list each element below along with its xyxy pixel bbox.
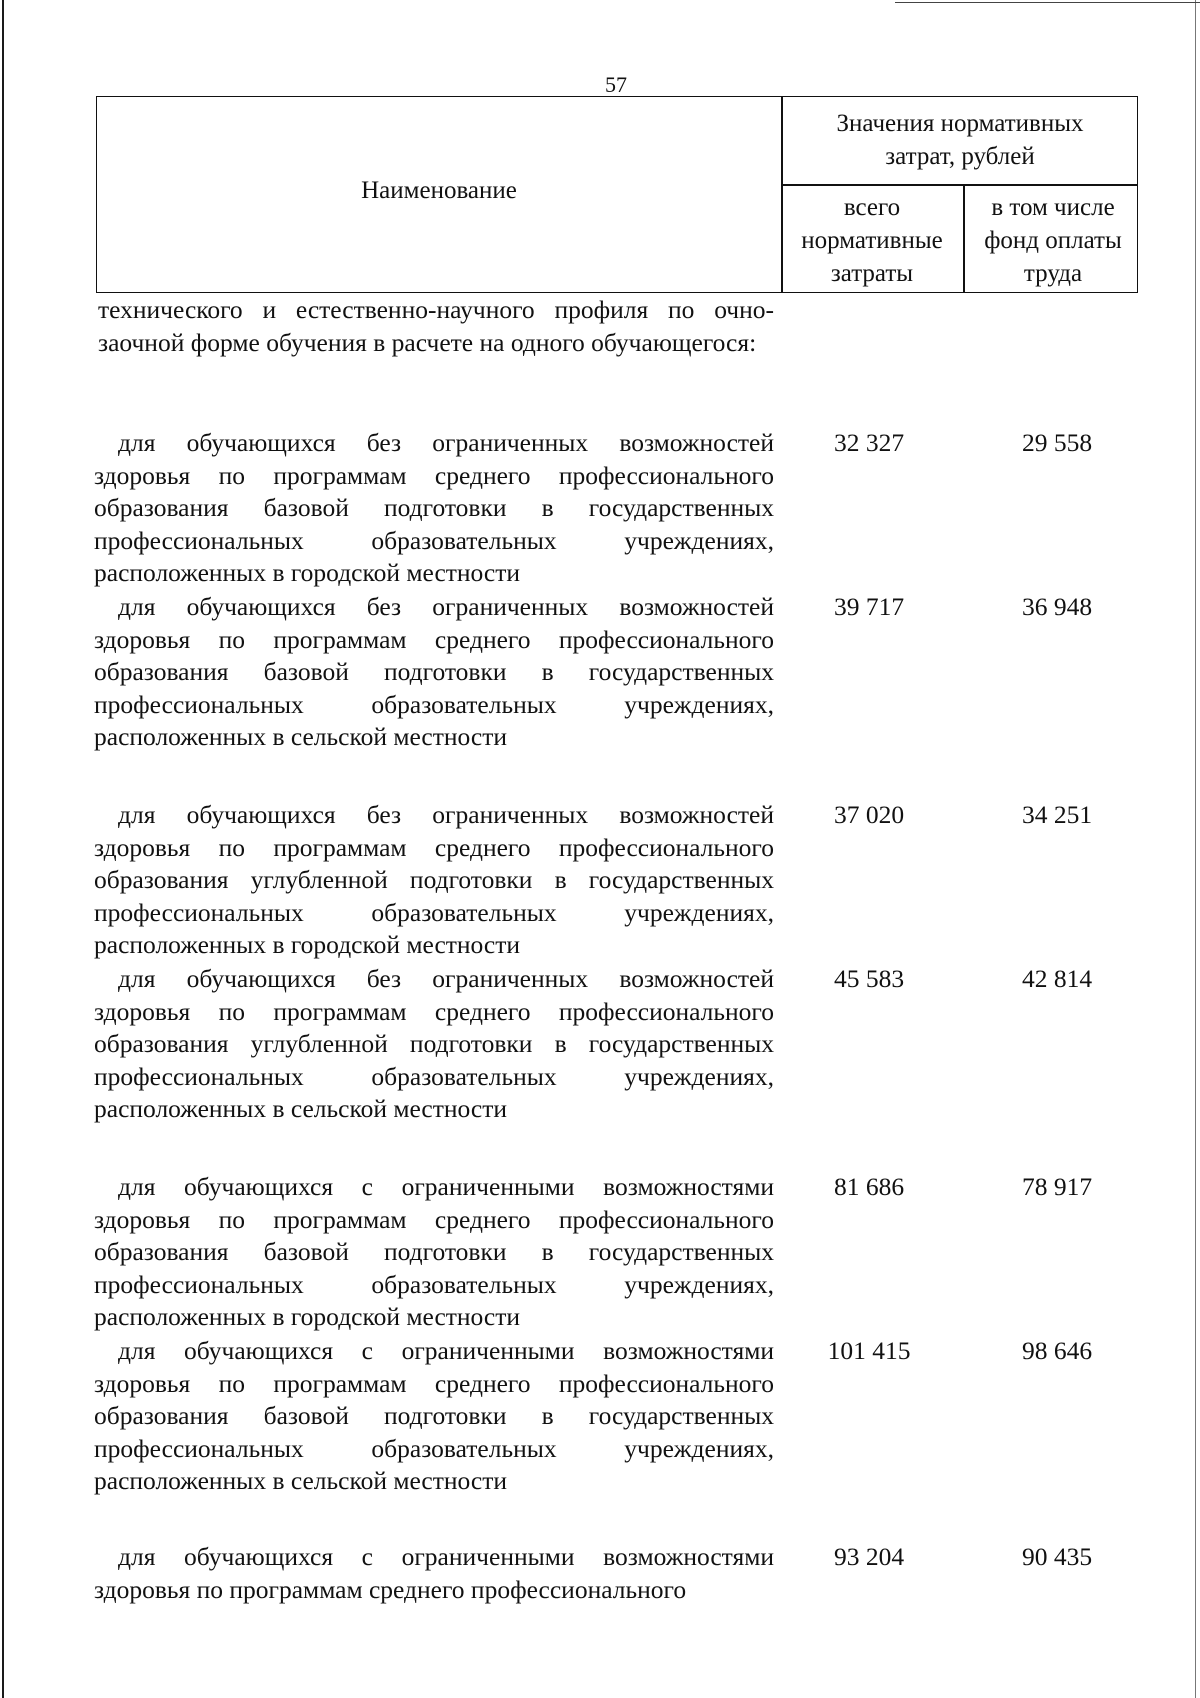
- row-payroll: 34 251: [1021, 800, 1093, 829]
- row-payroll: 78 917: [1021, 1172, 1093, 1201]
- row-total: 101 415: [827, 1336, 911, 1365]
- row-payroll: 98 646: [1021, 1336, 1093, 1365]
- scan-edge-top: [895, 2, 1200, 3]
- header-divider-horizontal: [781, 184, 1137, 186]
- header-divider-sub: [963, 185, 965, 292]
- row-payroll: 36 948: [1021, 592, 1093, 621]
- row-name-text: для обучающихся с ограниченными возможностями здоровья по программам среднего профессионального образования базовой подготовки в государственных профессиональных образовательных учреждениях, расположенных в сельской местности: [94, 1336, 774, 1495]
- row-total: 93 204: [833, 1542, 905, 1571]
- row-total: 39 717: [833, 592, 905, 621]
- row-total: 37 020: [833, 800, 905, 829]
- row-total: 45 583: [833, 964, 905, 993]
- row-name: [94, 591, 774, 754]
- header-name-column: Наименование: [361, 177, 517, 204]
- row-total: 32 327: [833, 428, 905, 457]
- header-values-group: Значения нормативных затрат, рублей: [836, 110, 1084, 170]
- row-name-text: для обучающихся без ограниченных возможностей здоровья по программам среднего профессионального образования углубленной подготовки в государственных профессиональных образовательных учреждениях, расположенных в городской местности: [94, 800, 774, 959]
- row-name-text: для обучающихся без ограниченных возможностей здоровья по программам среднего профессионального образования углубленной подготовки в государственных профессиональных образовательных учреждениях, расположенных в сельской местности: [94, 964, 774, 1123]
- row-name-text: для обучающихся с ограниченными возможностями здоровья по программам среднего профессионального: [94, 1542, 774, 1604]
- header-payroll-column: в том числе фонд оплаты труда: [984, 194, 1122, 287]
- row-payroll: 90 435: [1021, 1542, 1093, 1571]
- page-number: 57: [605, 72, 627, 97]
- row-total: 81 686: [833, 1172, 905, 1201]
- scan-edge-right: [1195, 0, 1196, 1698]
- row-name-text: для обучающихся с ограниченными возможностями здоровья по программам среднего профессионального образования базовой подготовки в государственных профессиональных образовательных учреждениях, расположенных в городской местности: [94, 1172, 774, 1331]
- row-name: [94, 1171, 774, 1334]
- row-payroll: 42 814: [1021, 964, 1093, 993]
- row-name-text: для обучающихся без ограниченных возможностей здоровья по программам среднего профессионального образования базовой подготовки в государственных профессиональных образовательных учреждениях, расположенных в городской местности: [94, 428, 774, 587]
- row-name: [94, 1335, 774, 1498]
- intro-text: технического и естественно-научного профиля по очно-заочной форме обучения в расчете на одного обучающегося:: [98, 295, 774, 357]
- header-total-column: всего нормативные затраты: [801, 194, 943, 287]
- row-name: [94, 1541, 774, 1606]
- scan-edge-left: [2, 0, 4, 1698]
- row-name-text: для обучающихся без ограниченных возможностей здоровья по программам среднего профессионального образования базовой подготовки в государственных профессиональных образовательных учреждениях, расположенных в сельской местности: [94, 592, 774, 751]
- row-name: [94, 799, 774, 962]
- row-name: [94, 963, 774, 1126]
- row-payroll: 29 558: [1021, 428, 1093, 457]
- table-header: [96, 96, 1138, 293]
- row-name: [94, 427, 774, 590]
